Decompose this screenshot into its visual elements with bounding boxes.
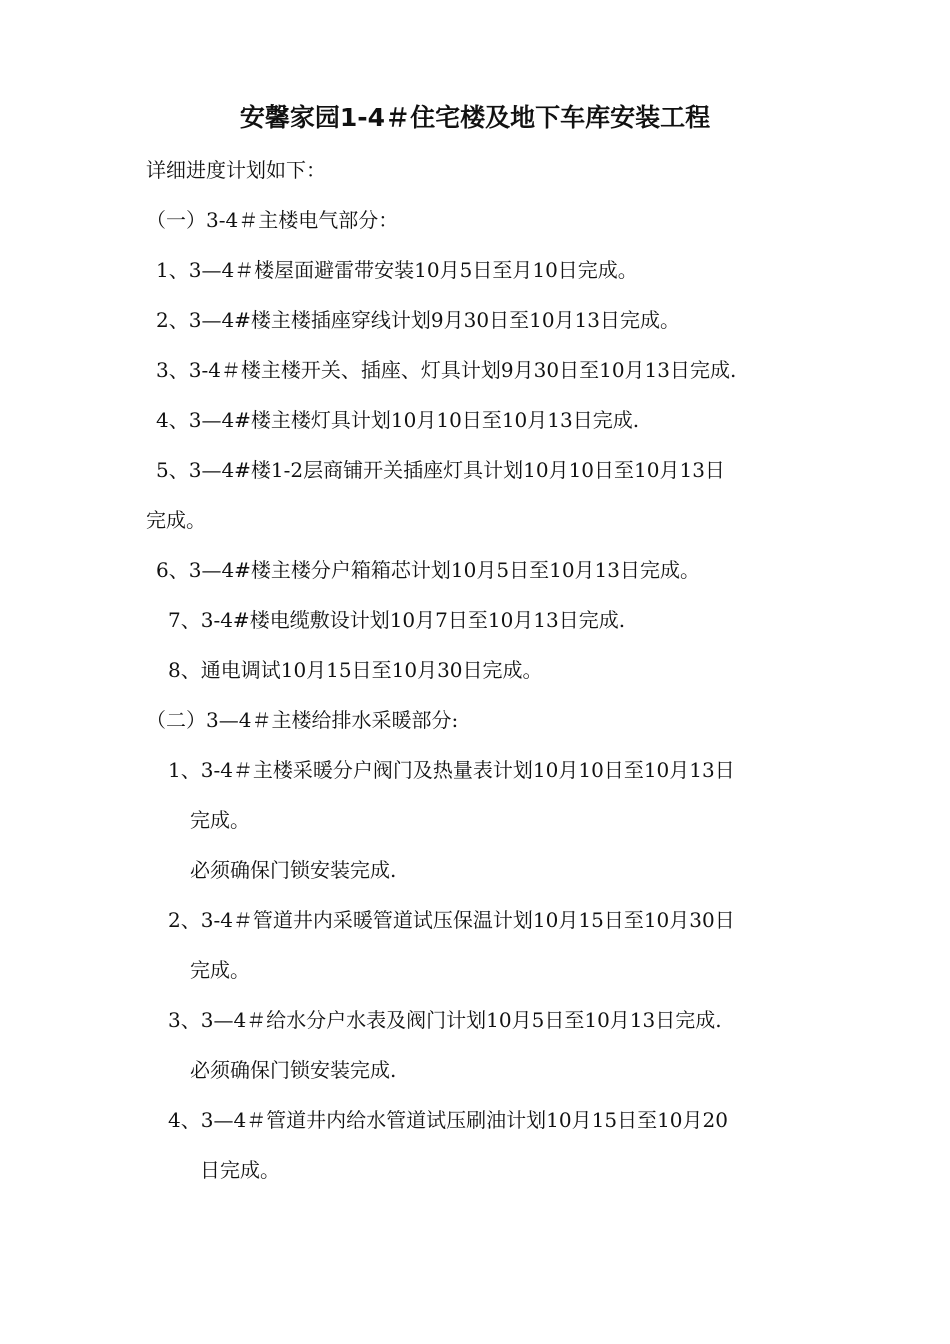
intro-line: 详细进度计划如下：	[146, 158, 326, 182]
plumbing-item-1-continued: 完成。	[190, 808, 250, 832]
plumbing-item-2: 2、3-4＃管道井内采暖管道试压保温计划10月15日至10月30日	[168, 908, 735, 932]
plumbing-item-4-continued: 日完成。	[200, 1158, 280, 1182]
electrical-item-1: 1、3—4＃楼屋面避雷带安装10月5日至月10日完成。	[156, 258, 638, 282]
document-title: 安馨家园1-4＃住宅楼及地下车库安装工程	[239, 103, 711, 132]
electrical-item-7: 7、3-4#楼电缆敷设计划10月7日至10月13日完成.	[168, 608, 626, 632]
section-heading-electrical: （一）3-4＃主楼电气部分：	[146, 208, 399, 232]
electrical-item-2: 2、3—4#楼主楼插座穿线计划9月30日至10月13日完成。	[156, 308, 681, 332]
electrical-item-8: 8、通电调试10月15日至10月30日完成。	[168, 658, 543, 682]
plumbing-item-3-note: 必须确保门锁安装完成.	[190, 1058, 397, 1082]
plumbing-item-1: 1、3-4＃主楼采暖分户阀门及热量表计划10月10日至10月13日	[168, 758, 735, 782]
electrical-item-5-continued: 完成。	[146, 508, 206, 532]
electrical-item-5: 5、3—4#楼1-2层商铺开关插座灯具计划10月10日至10月13日	[156, 458, 725, 482]
electrical-item-3: 3、3-4＃楼主楼开关、插座、灯具计划9月30日至10月13日完成.	[156, 358, 737, 382]
electrical-item-6: 6、3—4#楼主楼分户箱箱芯计划10月5日至10月13日完成。	[156, 558, 701, 582]
section-heading-plumbing: （二）3—4＃主楼给排水采暖部分:	[146, 708, 459, 732]
electrical-item-4: 4、3—4#楼主楼灯具计划10月10日至10月13日完成.	[156, 408, 640, 432]
plumbing-item-4: 4、3—4＃管道井内给水管道试压刷油计划10月15日至10月20	[168, 1108, 728, 1132]
plumbing-item-2-continued: 完成。	[190, 958, 250, 982]
plumbing-item-3: 3、3—4＃给水分户水表及阀门计划10月5日至10月13日完成.	[168, 1008, 722, 1032]
plumbing-item-1-note: 必须确保门锁安装完成.	[190, 858, 397, 882]
